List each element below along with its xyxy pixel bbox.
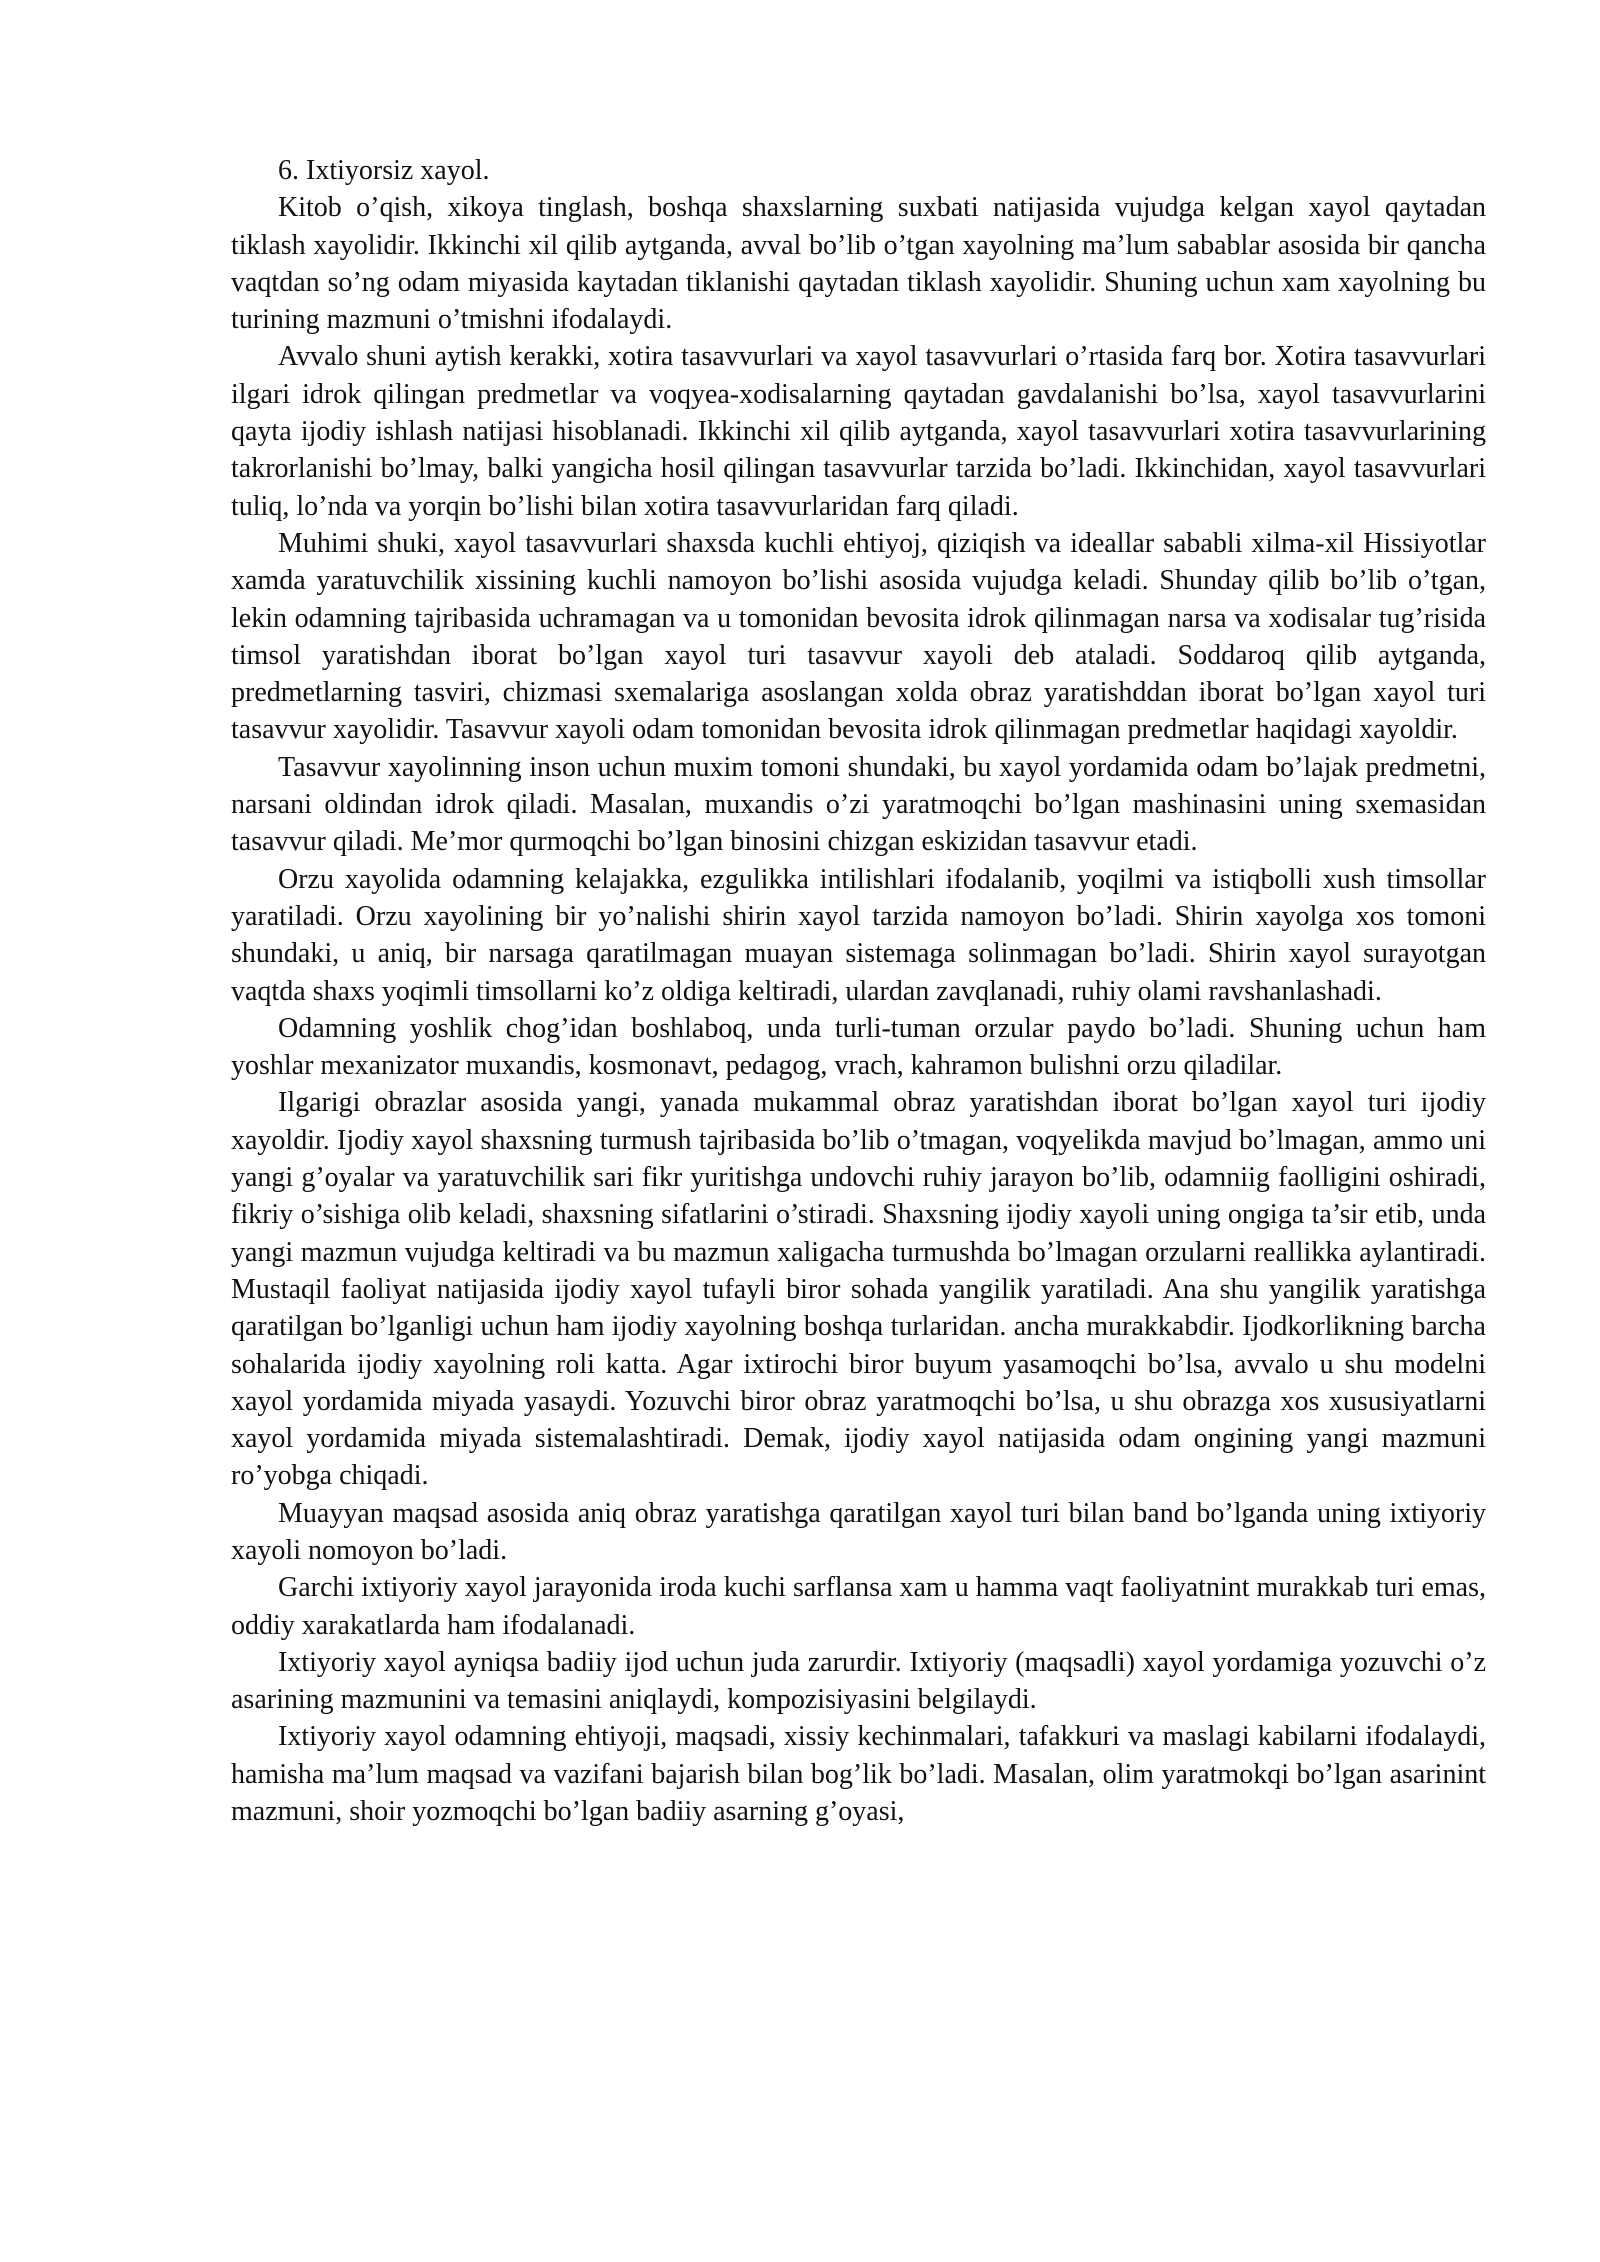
paragraph: Muhimi shuki, xayol tasavvurlari shaxsda kuchli ehtiyoj, qiziqish va ideallar sababli xilma-xil Hissiyotlar xamda yaratuvchilik xissining kuchli namoyon bo’lishi asosida vujudga keladi. Shunday qilib bo’lib o’tgan, lekin odamning tajribasida uchramagan va u tomonidan bevosita idrok qilinmagan narsa va xodisalar tug’risida timsol yaratishdan iborat bo’lgan xayol turi tasavvur xayoli deb ataladi. Soddaroq qilib aytganda, predmetlarning tasviri, chizmasi sxemalariga asoslangan xolda obraz yaratishddan iborat bo’lgan xayol turi tasavvur xayolidir. Tasavvur xayoli odam tomonidan bevosita idrok qilinmagan predmetlar haqidagi xayoldir. <box>231 527 1486 746</box>
paragraph: Ixtiyoriy xayol ayniqsa badiiy ijod uchun juda zarurdir. Ixtiyoriy (maqsadli) xayol yordamiga yozuvchi o’z asarining mazmunini va temasini aniqlaydi, kompozisiyasini belgilaydi. <box>231 1646 1486 1716</box>
paragraph: Ixtiyoriy xayol odamning ehtiyoji, maqsadi, xissiy kechinmalari, tafakkuri va maslagi kabilarni ifodalaydi, hamisha ma’lum maqsad va vazifani bajarish bilan bog’lik bo’ladi. Masalan, olim yaratmokqi bo’lgan asarinint mazmuni, shoir yozmoqchi bo’lgan badiiy asarning g’oyasi, <box>231 1721 1486 1828</box>
paragraph: Muayyan maqsad asosida aniq obraz yaratishga qaratilgan xayol turi bilan band bo’lganda uning ixtiyoriy xayoli nomoyon bo’ladi. <box>231 1497 1486 1566</box>
paragraph: Orzu xayolida odamning kelajakka, ezgulikka intilishlari ifodalanib, yoqilmi va istiqbolli xush timsollar yaratiladi. Orzu xayolining bir yo’nalishi shirin xayol tarzida namoyon bo’ladi. Shirin xayolga xos tomoni shundaki, u aniq, bir narsaga qaratilmagan muayan sistemaga solinmagan bo’ladi. Shirin xayol surayotgan vaqtda shaxs yoqimli timsollarni ko’z oldiga keltiradi, ulardan zavqlanadi, ruhiy olami ravshanlashadi. <box>231 863 1486 1007</box>
paragraph: Odamning yoshlik chog’idan boshlaboq, unda turli-tuman orzular paydo bo’ladi. Shuning uchun ham yoshlar mexanizator muxandis, kosmonavt, pedagog, vrach, kahramon bulishni orzu qiladilar. <box>231 1012 1486 1082</box>
paragraph: Ilgarigi obrazlar asosida yangi, yanada mukammal obraz yaratishdan iborat bo’lgan xayol turi ijodiy xayoldir. Ijodiy xayol shaxsning turmush tajribasida bo’lib o’tmagan, voqyelikda mavjud bo’lmagan, ammo uni yangi g’oyalar va yaratuvchilik sari fikr yuritishga undovchi ruhiy jarayon bo’lib, odamniig faolligini oshiradi, fikriy o’sishiga olib keladi, shaxsning sifatlarini o’stiradi. Shaxsning ijodiy xayoli uning ongiga ta’sir etib, unda yangi mazmun vujudga keltiradi va bu mazmun xaligacha turmushda bo’lmagan orzularni reallikka aylantiradi. Mustaqil faoliyat natijasida ijodiy xayol tufayli biror sohada yangilik yaratiladi. Ana shu yangilik yaratishga qaratilgan bo’lganligi uchun ham ijodiy xayolning boshqa turlaridan. ancha murakkabdir. Ijodkorlikning barcha sohalarida ijodiy xayolning roli katta. Agar ixtirochi biror buyum yasamoqchi bo’lsa, avvalo u shu modelni xayol yordamida miyada yasaydi. Yozuvchi biror obraz yaratmoqchi bo’lsa, u shu obrazga xos xususiyatlarni xayol yordamida miyada sistemalashtiradi. Demak, ijodiy xayol natijasida odam ongining yangi mazmuni ro’yobga chiqadi. <box>231 1087 1486 1492</box>
document-page <box>231 152 1486 1830</box>
paragraph: Avvalo shuni aytish kerakki, xotira tasavvurlari va xayol tasavvurlari o’rtasida farq bor. Xotira tasavvurlari ilgari idrok qilingan predmetlar va voqyea-xodisalarning qaytadan gavdalanishi bo’lsa, xayol tasavvurlarini qayta ijodiy ishlash natijasi hisoblanadi. Ikkinchi xil qilib aytganda, xayol tasavvurlari xotira tasavvurlarining takrorlanishi bo’lmay, balki yangicha hosil qilingan tasavvurlar tarzida bo’ladi. Ikkinchidan, xayol tasavvurlari tuliq, lo’nda va yorqin bo’lishi bilan xotira tasavvurlaridan farq qiladi. <box>231 341 1486 522</box>
section-heading: 6. Ixtiyorsiz xayol. <box>278 155 490 186</box>
paragraph: Garchi ixtiyoriy xayol jarayonida iroda kuchi sarflansa xam u hamma vaqt faoliyatnint murakkab turi emas, oddiy xarakatlarda ham ifodalanadi. <box>231 1572 1486 1641</box>
paragraph: Tasavvur xayolinning inson uchun muxim tomoni shundaki, bu xayol yordamida odam bo’lajak predmetni, narsani oldindan idrok qiladi. Masalan, muxandis o’zi yaratmoqchi bo’lgan mashinasini uning sxemasidan tasavvur qiladi. Me’mor qurmoqchi bo’lgan binosini chizgan eskizidan tasavvur etadi. <box>231 751 1486 858</box>
paragraph: Kitob o’qish, xikoya tinglash, boshqa shaxslarning suxbati natijasida vujudga kelgan xayol qaytadan tiklash xayolidir. Ikkinchi xil qilib aytganda, avval bo’lib o’tgan xayolning ma’lum sabablar asosida bir qancha vaqtdan so’ng odam miyasida kaytadan tiklanishi qaytadan tiklash xayolidir. Shuning uchun xam xayolning bu turining mazmuni o’tmishni ifodalaydi. <box>231 192 1486 336</box>
